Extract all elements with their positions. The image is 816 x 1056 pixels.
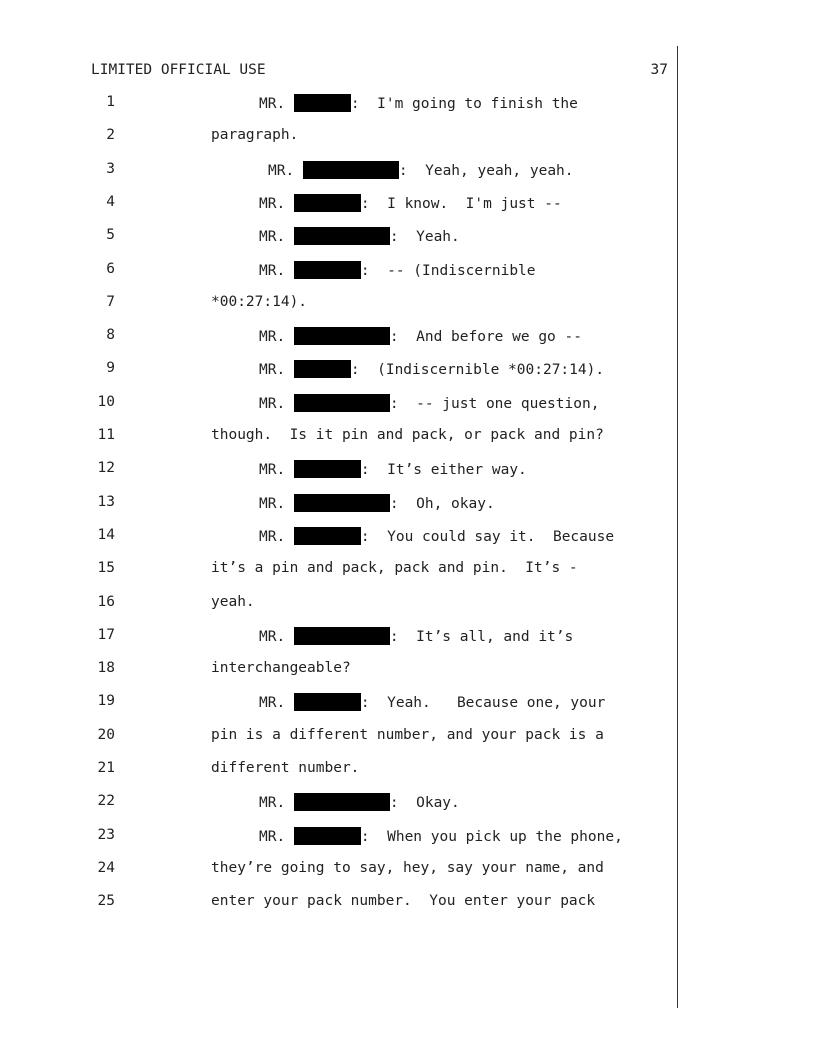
line-text: [259, 94, 578, 112]
speech-text: : I'm going to finish the: [350, 96, 578, 112]
transcript-line: [0, 527, 816, 547]
line-text: [259, 494, 495, 512]
redaction-box: [294, 360, 351, 378]
line-number: 10: [97, 393, 115, 410]
speaker-label: MR.: [268, 162, 303, 179]
transcript-line: [0, 360, 816, 380]
speech-text: : It’s all, and it’s: [389, 628, 574, 645]
transcript-line: [0, 494, 816, 514]
redaction-box: [294, 227, 390, 245]
line-number: 13: [97, 493, 115, 510]
transcript-line: [0, 194, 816, 214]
redaction-box: [294, 261, 361, 279]
line-number: 1: [106, 94, 115, 110]
speaker-label: MR.: [259, 628, 294, 645]
line-number: 21: [97, 760, 115, 776]
line-number: 22: [97, 793, 115, 810]
speech-text: : I know. I'm just --: [360, 195, 562, 212]
transcript-line: [0, 460, 816, 480]
transcript-line: [0, 261, 816, 281]
line-number: 8: [106, 327, 115, 344]
speaker-label: MR.: [259, 495, 294, 512]
speaker-label: MR.: [259, 828, 294, 845]
line-text: [259, 227, 460, 245]
line-text: different number.: [211, 760, 360, 776]
line-number: 15: [97, 560, 115, 577]
transcript-line: [0, 394, 816, 414]
line-number: 5: [106, 227, 115, 244]
line-text: [259, 261, 536, 279]
redaction-box: [303, 161, 399, 179]
redaction-box: [294, 194, 361, 212]
redaction-box: [294, 327, 390, 345]
line-text: yeah.: [211, 593, 255, 610]
speech-text: : When you pick up the phone,: [360, 828, 623, 845]
line-text: interchangeable?: [211, 660, 351, 677]
speech-text: : Okay.: [389, 795, 460, 812]
speaker-label: MR.: [259, 262, 294, 279]
redaction-box: [294, 460, 361, 478]
line-number: 17: [97, 626, 115, 643]
transcript-line: [0, 693, 816, 713]
line-text: [259, 827, 623, 845]
transcript-line: [0, 660, 816, 680]
line-text: they’re going to say, hey, say your name, and: [211, 859, 604, 876]
transcript-line: [0, 94, 816, 114]
line-text: [259, 693, 605, 711]
line-text: [259, 460, 527, 478]
line-number: 2: [106, 127, 115, 144]
line-text: *00:27:14).: [211, 293, 308, 310]
transcript-line: [0, 161, 816, 181]
speech-text: : It’s either way.: [360, 462, 527, 479]
speaker-label: MR.: [259, 195, 294, 212]
speaker-label: MR.: [259, 96, 294, 112]
speech-text: : Yeah. Because one, your: [360, 695, 606, 712]
line-number: 14: [97, 526, 115, 543]
line-number: 6: [106, 260, 115, 277]
redaction-box: [294, 394, 390, 412]
speaker-label: MR.: [259, 329, 294, 346]
line-text: paragraph.: [211, 127, 299, 144]
transcript-line: [0, 427, 816, 447]
line-number: 20: [97, 726, 115, 743]
line-number: 24: [97, 859, 115, 876]
redaction-box: [294, 693, 361, 711]
line-number: 7: [106, 293, 115, 310]
line-text: [259, 194, 562, 212]
line-text: [259, 527, 614, 545]
transcript-line: [0, 627, 816, 647]
transcript-line: [0, 860, 816, 880]
transcript-line: [0, 727, 816, 747]
line-number: 19: [97, 693, 115, 710]
line-number: 4: [106, 193, 115, 210]
speaker-label: MR.: [259, 229, 294, 246]
line-number: 23: [97, 826, 115, 843]
transcript-line: [0, 793, 816, 813]
speaker-label: MR.: [259, 795, 294, 812]
line-text: [259, 627, 573, 645]
line-text: [259, 327, 582, 345]
transcript-line: [0, 227, 816, 247]
line-number: 16: [97, 593, 115, 610]
transcript-line: [0, 594, 816, 614]
redaction-box: [294, 793, 390, 811]
line-text: [268, 161, 574, 179]
speech-text: : (Indiscernible *00:27:14).: [350, 362, 605, 379]
speaker-label: MR.: [259, 462, 294, 479]
transcript-line: [0, 760, 816, 780]
line-text: though. Is it pin and pack, or pack and pin?: [211, 427, 604, 443]
line-text: enter your pack number. You enter your pack: [211, 893, 596, 910]
transcript-line: [0, 893, 816, 913]
line-number: 9: [106, 360, 115, 377]
transcript-line: [0, 294, 816, 314]
redaction-box: [294, 827, 361, 845]
page-number: 37: [650, 62, 668, 78]
redaction-box: [294, 527, 361, 545]
line-text: [259, 360, 604, 378]
transcript-line: [0, 827, 816, 847]
speech-text: : -- (Indiscernible: [360, 262, 536, 279]
speaker-label: MR.: [259, 362, 294, 379]
classification-header: LIMITED OFFICIAL USE: [91, 62, 266, 78]
speaker-label: MR.: [259, 395, 294, 412]
line-number: 3: [106, 160, 115, 177]
speech-text: : Yeah.: [389, 229, 460, 246]
line-text: [259, 394, 599, 412]
redaction-box: [294, 494, 390, 512]
line-number: 11: [97, 427, 115, 443]
transcript-line: [0, 560, 816, 580]
speaker-label: MR.: [259, 528, 294, 545]
transcript-line: [0, 327, 816, 347]
transcript-line: [0, 127, 816, 147]
speech-text: : You could say it. Because: [360, 528, 615, 545]
speech-text: : -- just one question,: [389, 395, 600, 412]
speaker-label: MR.: [259, 695, 294, 712]
line-number: 18: [97, 660, 115, 677]
speech-text: : Yeah, yeah, yeah.: [398, 162, 574, 179]
redaction-box: [294, 94, 351, 112]
redaction-box: [294, 627, 390, 645]
line-text: it’s a pin and pack, pack and pin. It’s -: [211, 560, 578, 577]
line-text: [259, 793, 460, 811]
speech-text: : Oh, okay.: [389, 495, 495, 512]
line-text: pin is a different number, and your pack is a: [211, 726, 604, 743]
line-number: 25: [97, 893, 115, 910]
line-number: 12: [97, 460, 115, 477]
speech-text: : And before we go --: [389, 329, 582, 346]
